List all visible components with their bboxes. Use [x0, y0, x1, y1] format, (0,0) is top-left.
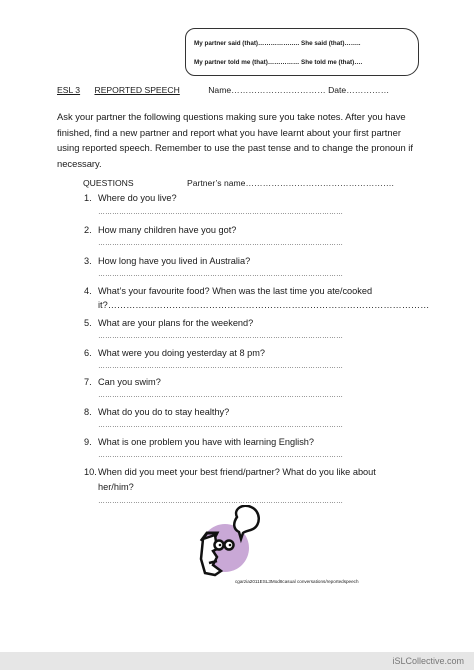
question-10-cont: her/him?	[98, 482, 134, 492]
phrase-line-said: My partner said (that)……………….. She said (that)……..	[194, 40, 361, 47]
worksheet-title: REPORTED SPEECH	[94, 85, 180, 95]
answer-line-7: ……………………………………………………………………………………………	[98, 392, 343, 399]
course-code: ESL 3	[57, 85, 81, 95]
answer-line-6: ……………………………………………………………………………………………	[98, 363, 343, 370]
question-8: 8. What do you do to stay healthy?	[84, 407, 230, 417]
credit-line: cgarzia2011ESL3Mod8casual conversations/reportedspeech	[235, 579, 359, 584]
answer-line-8: ……………………………………………………………………………………………	[98, 422, 343, 429]
footer-watermark: iSLCollective.com	[392, 656, 464, 666]
question-5: 5. What are your plans for the weekend?	[84, 318, 254, 328]
instructions: Ask your partner the following questions making sure you take notes. After you have finished, find a new partner and report what you have learnt about your first partner using reported speech. Remember to use the past tense and to change the pronoun if necessary.	[57, 111, 413, 169]
answer-line-9: ……………………………………………………………………………………………	[98, 452, 343, 459]
questions-heading	[83, 178, 394, 188]
answer-line-10: ……………………………………………………………………………………………	[98, 498, 343, 505]
question-2: 2. How many children have you got?	[84, 225, 237, 235]
answer-line-3: ……………………………………………………………………………………………	[98, 271, 343, 278]
question-1: 1. Where do you live?	[84, 193, 177, 203]
name-field: Name……………………………	[208, 85, 326, 95]
questions-label: QUESTIONS	[83, 178, 134, 188]
answer-line-1: ……………………………………………………………………………………………	[98, 209, 343, 216]
partner-name-field: Partner’s name…………………………………………….	[187, 178, 394, 188]
question-10: 10.When did you meet your best friend/partner? What do you like about	[84, 467, 376, 477]
question-7: 7. Can you swim?	[84, 377, 161, 387]
question-4: 4. What’s your favourite food? When was the last time you ate/cooked	[84, 286, 373, 296]
question-9: 9. What is one problem you have with learning English?	[84, 437, 315, 447]
question-4-cont: it?……………………………………………………………………………………………	[98, 300, 430, 310]
phrase-bubble	[185, 28, 419, 76]
answer-line-5: ……………………………………………………………………………………………	[98, 333, 343, 340]
date-field: Date……………	[328, 85, 390, 95]
worksheet-header	[57, 85, 389, 95]
question-6: 6. What were you doing yesterday at 8 pm?	[84, 348, 265, 358]
footer-bar	[0, 652, 474, 670]
speaking-person-illustration	[195, 505, 275, 585]
phrase-line-told: My partner told me (that)…………… She told me (that)….	[194, 59, 363, 66]
answer-line-2: ……………………………………………………………………………………………	[98, 240, 343, 247]
question-3: 3. How long have you lived in Australia?	[84, 256, 251, 266]
